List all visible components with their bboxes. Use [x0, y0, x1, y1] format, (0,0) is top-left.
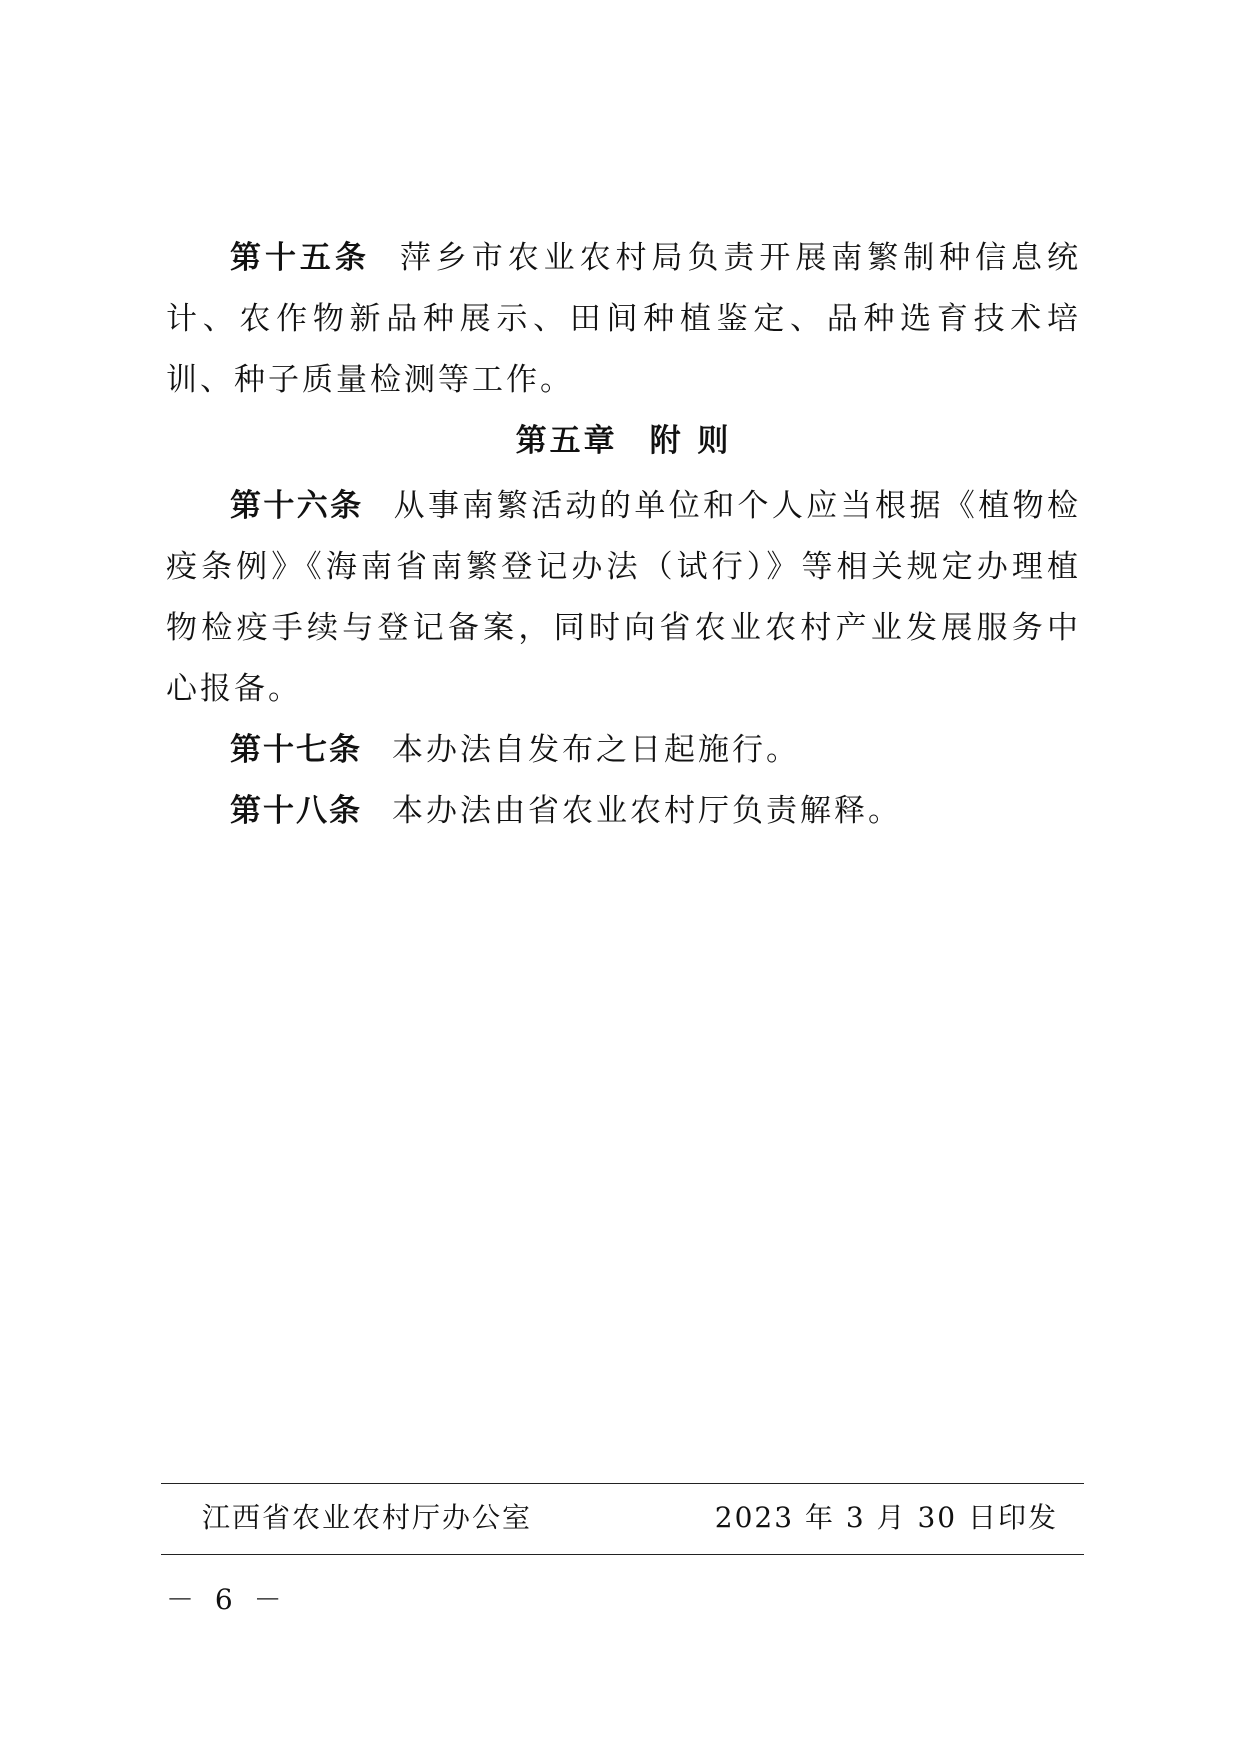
chapter-number: 第五章 — [515, 423, 618, 459]
page-number: － 6 － — [166, 1583, 288, 1616]
article-label: 第十八条 — [230, 793, 362, 829]
article-text: 本办法由省农业农村厅负责解释。 — [392, 793, 902, 829]
article-text: 本办法自发布之日起施行。 — [392, 732, 800, 768]
article-18 — [166, 781, 1081, 842]
footer-bottom-rule — [161, 1554, 1084, 1555]
article-text: 萍乡市农业农村局负责开展南繁制种信息统计、农作物新品种展示、田间种植鉴定、品种选育技术培训、种子质量检测等工作。 — [166, 240, 1082, 398]
article-15 — [166, 228, 1081, 411]
article-16 — [166, 476, 1081, 720]
issue-date: 2023 年 3 月 30 日印发 — [714, 1501, 1058, 1534]
article-text: 从事南繁活动的单位和个人应当根据《植物检疫条例》《海南省南繁登记办法（试行）》等相关规定办理植物检疫手续与登记备案，同时向省农业农村产业发展服务中心报备。 — [166, 488, 1082, 707]
chapter-heading — [166, 411, 1081, 472]
article-label: 第十六条 — [230, 488, 364, 524]
document-body — [166, 228, 1081, 842]
article-label: 第十五条 — [230, 240, 370, 276]
issuer: 江西省农业农村厅办公室 — [202, 1501, 533, 1534]
article-17 — [166, 720, 1081, 781]
footer-top-rule — [161, 1483, 1084, 1484]
article-label: 第十七条 — [230, 732, 362, 768]
chapter-title: 附 则 — [649, 423, 732, 459]
